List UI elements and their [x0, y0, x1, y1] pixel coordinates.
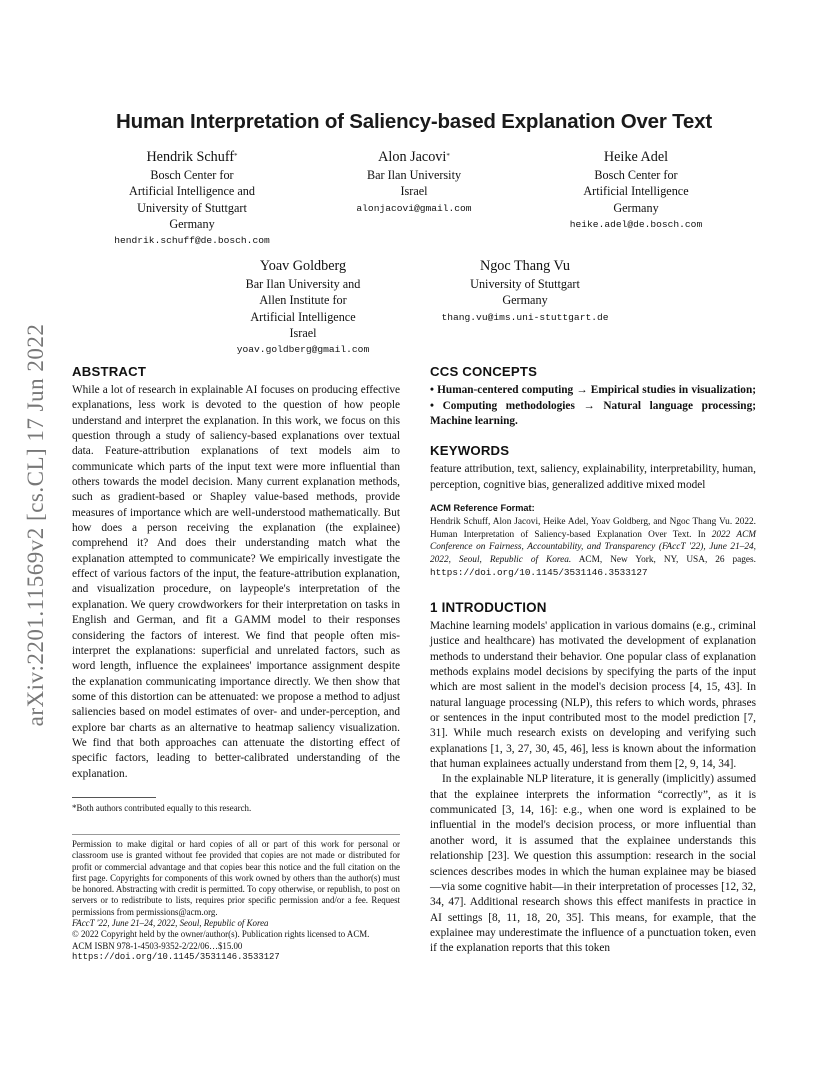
author-block-4	[203, 257, 403, 358]
author-affiliation: Artificial Intelligence	[583, 184, 689, 199]
author-affiliation: Bar Ilan University	[366, 168, 462, 182]
author-block-1	[92, 148, 292, 249]
acm-reference-authors: Hendrik Schuff, Alon Jacovi, Heike Adel, Yoav Goldberg, and Ngoc Thang Vu. 2022. Human Interpretation of Saliency-based Explanation Over Text. In	[430, 517, 756, 540]
acm-reference-doi[interactable]: https://doi.org/10.1145/3531146.3533127	[430, 566, 648, 578]
acm-reference-venue: 2022 ACM Conference on Fairness, Accountability, and Transparency (FAccT '22), June 21–24, 2022, Seoul, Republic of Korea.	[430, 529, 757, 566]
keywords-text: feature attribution, text, saliency, explainability, interpretability, human, perception, cognitive bias, generalized additive mixed model	[430, 463, 756, 491]
author-name: Hendrik Schuff*	[146, 149, 238, 165]
arxiv-side-label	[16, 290, 56, 760]
author-affiliation: Germany	[613, 200, 659, 215]
conference-venue: FAccT '22, June 21–24, 2022, Seoul, Republic of Korea	[72, 918, 269, 929]
author-affiliation: Germany	[169, 216, 215, 231]
author-affiliation: University of Stuttgart	[137, 200, 247, 215]
author-email[interactable]: hendrik.schuff@de.bosch.com	[114, 235, 270, 247]
acm-reference-heading: ACM Reference Format:	[430, 503, 535, 513]
author-affiliation: University of Stuttgart	[470, 277, 580, 291]
author-affiliation: Allen Institute for	[259, 293, 347, 308]
acm-reference-text	[430, 516, 756, 580]
author-email[interactable]: thang.vu@ims.uni-stuttgart.de	[441, 311, 609, 323]
author-block-3	[536, 148, 736, 233]
author-affiliation: Bosch Center for	[594, 168, 678, 182]
permission-text: Permission to make digital or hard copies of all or part of this work for personal or classroom use is granted without fee provided that copies are not made or distributed for profit or commercial advantage and that copies bear this notice and the full citation on the first page. Copyrights for components of this work owned by others than the author(s) must be honored. Abstracting with credit is permitted. To copy otherwise, or republish, to post on servers or to redistribute to lists, requires prior specific permission and/or a fee. Request permissions from permissions@acm.org.	[72, 839, 400, 917]
introduction-heading: 1 INTRODUCTION	[430, 600, 547, 615]
author-name: Ngoc Thang Vu	[479, 258, 571, 274]
arxiv-id-text: arXiv:2201.11569v2 [cs.CL] 17 Jun 2022	[23, 323, 48, 727]
introduction-paragraph-1: Machine learning models' application in various domains (e.g., criminal justice and healthcare) has motivated the development of explanation methods to understand their behavior. One popular class of explanation methods explains model decisions by specifying the parts of the input which are most salient in the model's decision process [4, 15, 43]. In natural language processing (NLP), this refers to which words, phrases or sentences in the input contributed most to the model prediction [7, 31]. While much research exists on developing and verifying such explanations [1, 3, 27, 30, 45, 46], less is known about the information that human explainees actually understand from them [2, 9, 14, 34].	[430, 620, 756, 771]
author-email[interactable]: heike.adel@de.bosch.com	[569, 218, 703, 230]
ccs-concepts-text: • Human-centered computing → Empirical studies in visualization; • Computing methodologies → Natural language processing; Machine learning.	[430, 384, 756, 427]
doi-link[interactable]: https://doi.org/10.1145/3531146.3533127	[72, 951, 280, 962]
author-name: Heike Adel	[603, 149, 669, 165]
permission-block	[72, 839, 400, 963]
acm-reference-publisher: ACM, New York, NY, USA, 26 pages.	[578, 555, 756, 566]
author-block-5	[425, 257, 625, 326]
keywords-heading: KEYWORDS	[430, 443, 510, 458]
permission-rule	[72, 834, 400, 835]
author-affiliation: Bar Ilan University and	[245, 277, 361, 291]
isbn-line: ACM ISBN 978-1-4503-9352-2/22/06…$15.00	[72, 940, 243, 951]
author-affiliation: Artificial Intelligence and	[129, 184, 255, 199]
author-affiliation: Israel	[400, 184, 428, 199]
author-name: Yoav Goldberg	[259, 258, 347, 274]
abstract-heading: ABSTRACT	[72, 364, 147, 379]
introduction-paragraph-2: In the explainable NLP literature, it is generally (implicitly) assumed that the explainee interprets the information “correctly”, as it is communicated [3, 14, 16]: e.g., when one word is explained to be influential in the model's decision process, or more influential than another word, it is assumed that the explainee understands this relationship [23]. We question this assumption: research in the social sciences describes modes in which the human explainee may be biased—via some cognitive habit—in their interpretation of processes [12, 32, 34, 47]. Additional research shows this effect manifests in practice in AI settings [8, 11, 18, 20, 35]. This means, for example, that the explainee may underestimate the influence of a punctuation token, even if the explanation reports that this token	[430, 773, 756, 955]
ccs-heading: CCS CONCEPTS	[430, 364, 538, 379]
author-block-2	[314, 148, 514, 217]
footnote-equal-contribution: *Both authors contributed equally to this research.	[72, 803, 252, 813]
author-affiliation: Israel	[289, 325, 317, 340]
author-email[interactable]: alonjacovi@gmail.com	[356, 202, 472, 214]
author-affiliation: Bosch Center for	[150, 168, 234, 182]
abstract-text: While a lot of research in explainable AI focuses on producing effective explanations, less work is devoted to the question of how people understand and interpret the explanation. In this work, we focus on this question through a study of saliency-based explanations over textual data. Feature-attribution explanations of text models aim to communicate which parts of the input text were more influential than others towards the model decision. Many current explanation methods, such as gradient-based or Shapley value-based methods, provide measures of importance which are well-understood mathematically. But how does a person receiving the explanation (the explainee) comprehend it? And does their understanding match what the explanation attempted to communicate? We empirically investigate the effect of various factors of the input, the feature-attribution explanation, and visualization procedure, on laypeople's interpretation of the explanation. We query crowdworkers for their interpretation on tasks in English and German, and fit a GAMM model to their responses considering the factors of interest. We find that people often mis-interpret the explanations: superficial and unrelated factors, such as word length, influence the explainees' importance assignment despite the explanation communicating importance directly. We then show that some of this distortion can be attenuated: we propose a method to adjust saliencies based on model estimates of over- and under-perception, and explore bar charts as an alternative to heatmap saliency visualization. We find that both approaches can attenuate the distorting effect of specific factors, leading to better-calibrated understanding of the explanation.	[72, 384, 400, 780]
author-affiliation: Germany	[502, 293, 548, 308]
author-affiliation: Artificial Intelligence	[250, 309, 356, 324]
paper-title: Human Interpretation of Saliency-based Explanation Over Text	[116, 110, 712, 133]
footnote-rule	[72, 797, 156, 798]
copyright-notice: © 2022 Copyright held by the owner/author(s). Publication rights licensed to ACM.	[72, 929, 370, 940]
author-email[interactable]: yoav.goldberg@gmail.com	[236, 344, 370, 356]
introduction-body	[430, 619, 756, 957]
author-name: Alon Jacovi*	[378, 149, 450, 165]
